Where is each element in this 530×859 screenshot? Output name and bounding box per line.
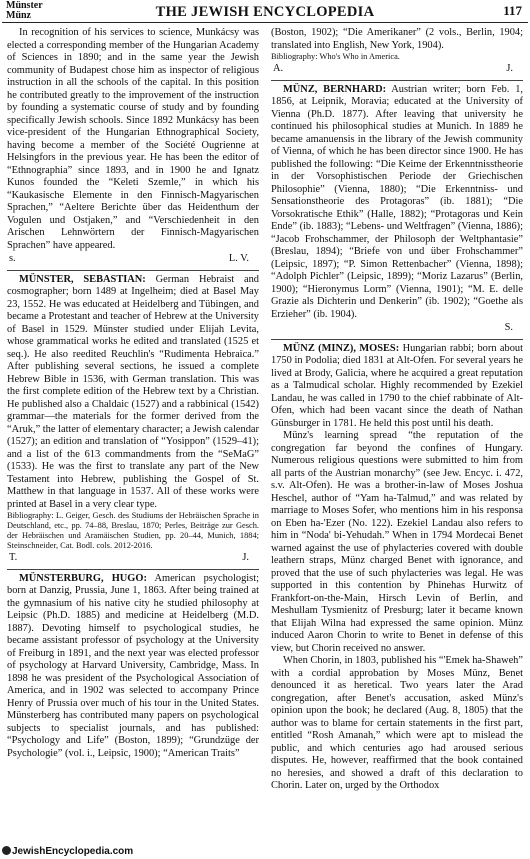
article-heading: MÜNZ (MINZ), MOSES: (283, 342, 400, 354)
right-column (271, 27, 523, 793)
running-head-bottom: Münz (6, 10, 31, 21)
paragraph: Münz's learning spread “the reputation of the congregation far beyond the confines of Hungary. Numerous religious questions were submitted to him from all parts of the Austrian monarchy” (see Jew. Encyc. i. 472, s.v. Alt-Ofen). He was a brother-in-law of Moses Joshua Heschel, author of “Yam ha-Talmud,” and was related by marriage to Moses Sofer, who mentions him in his responsa on Eben ha-'Ezer (No. 122). Ezekiel Landau also refers to him in “Noda' bi-Yehudah.” When in 1794 Mordecai Benet warned against the use of phylacteries covered with double leathern straps, Münz charged Benet with ignorance, and proved that the use of such phylacteries was legal. He was supported in this contention by Phinehas Hurwitz of Frankfort-on-the-Main, Hirsch Levin of Berlin, and Meshullam Tysmienitz of Presburg; later it became known that Elijah Wilna had expressed the same opinion. Münz induced Aaron Chorin to write to Benet in defense of this view, but Chorin received no answer. (271, 430, 523, 654)
bibliography: Bibliography: Who's Who in America. (271, 52, 400, 61)
footer-credit[interactable] (2, 846, 133, 857)
article-divider (7, 270, 259, 271)
copyright-icon (2, 846, 11, 855)
left-column (7, 27, 259, 760)
article-munz-moses: MÜNZ (MINZ), MOSES: Hungarian rabbi; born about 1750 in Podolia; died 1831 at Alt-Ofen. For several years he lived at Brody, Galicia, where he acquired a great reputation as a Talmudical scholar. Highly recommended by Ezekiel Landau, he was called in 1790 to the chief rabbinate of Alt-Ofen, which had been vacant since the death of Nathan Günsburger in 1781. He held this post until his death. (271, 342, 523, 429)
article-heading: MÜNSTERBURG, HUGO: (19, 572, 147, 584)
signature: T. J. (9, 552, 249, 563)
article-divider (7, 569, 259, 570)
header-rule (2, 22, 528, 23)
page-number: 117 (503, 3, 522, 18)
article-munsterberg: MÜNSTERBURG, HUGO: American psychologist; born at Danzig, Prussia, June 1, 1863. After being trained at the gymnasium of his native city he studied philosophy at Leipsic (Ph.D. 1885) and medicine at Heidelberg (M.D. 1887). Devoting himself to psychological studies, he became assistant professor of psychology at the University of Freiburg in 1891, and the next year was elected professor of psychology at Harvard University, Cambridge, Mass. In 1898 he was president of the Psychological Association of America, and in 1902 was selected to accompany Prince Henry of Prussia over much of his tour in the United States. Münsterberg has contributed many papers on psychological subjects to specialist journals, and has published: “Psychology and Life” (Boston, 1899); “Grundzüge der Psychologie” (vol. i., Leipsic, 1900); “American Traits” (7, 572, 259, 759)
article-heading: MÜNSTER, SEBASTIAN: (19, 273, 146, 285)
article-heading: MÜNZ, BERNHARD: (283, 83, 387, 95)
bibliography: Bibliography: L. Geiger, Gesch. des Studiums der Hebräischen Sprache in Deutschland, etc., pp. 74–88, Breslau, 1870; Perles, Beiträge zur Gesch. der Hebräischen und Aramäischen Studien, pp. 20–44, Munich, 1884; Steinschneider, Cat. Bodl. cols. 2012-2016. (7, 511, 259, 550)
article-munz-bernhard: MÜNZ, BERNHARD: Austrian writer; born Feb. 1, 1856, at Leipnik, Moravia; educated at the University of Vienna (Ph.D. 1877). After leaving that university he continued his philosophical studies at Munich. In 1889 he became amanuensis in the library of the Jewish community of Vienna, of which he has been director since 1900. He has published the following: “Die Keime der Erkenntnisstheorie in der Vorsophistischen Periode der Griechischen Philosophie” (Vienna, 1880); “Die Erkenntniss- und Sensationstheorie des Protagoras” (ib. 1881); “Die Vorsokratische Ethik” (Halle, 1882); “Protagoras und Kein Ende” (ib. 1883); “Lebens- und Weltfragen” (Vienna, 1886); “Jacob Frohschammer, der Philosoph der Weltphantasie” (Breslau, 1894); “Briefe von und über Frohschammer” (Leipsic, 1897); “P. Simon Rettenbacher” (Vienna, 1898); “Adolph Pichler” (Leipsic, 1899); “Moriz Lazarus” (Berlin, 1900); “Hieronymus Lorm” (Vienna, 1901); “M. E. delle Grazie als Dichterin und Denkerin” (ib. 1902); “Goethe als Erzieher” (ib. 1904). (271, 83, 523, 320)
footer-site: JewishEncyclopedia.com (12, 846, 134, 857)
signature: s. L. V. (9, 253, 249, 264)
page-title: THE JEWISH ENCYCLOPEDIA (155, 4, 375, 20)
running-head-top: Münster (6, 0, 43, 11)
page-header (2, 0, 528, 24)
article-munster: MÜNSTER, SEBASTIAN: German Hebraist and cosmographer; born 1489 at Ingelheim; died at Basel May 23, 1552. He was educated at Heidelberg and Tübingen, and became a Protestant and teacher of Hebrew at the University of Basel in 1529. Münster studied under Elijah Levita, whose grammatical works he edited and translated (1525 et seq.). He also reedited Reuchlin's “Rudimenta Hebraica.” After publishing several sections, he issued a complete Hebrew Bible in 1536, with German translation. This was the first complete edition of the Hebrew text by a Christian. He published also a Chaldaic (1527) and a rabbinical (1542) grammar—the materials for the former derived from the “Aruk,” the latter of elementary character; a Jewish calendar (1527); an edition and translation of “Yosippon” (1529–41); and a list of the 613 commandments from the “SeMaG” (1533). He was the first to translate any part of the New Testament into Hebrew, publishing the Gospel of St. Matthew in that language in 1537. All of these works were printed at Basel in a very clear type. (7, 273, 259, 510)
paragraph: (Boston, 1902); “Die Amerikaner” (2 vols., Berlin, 1904; translated into English, New York, 1904). (271, 27, 523, 51)
paragraph: In recognition of his services to science, Munkácsy was elected a corresponding member of the Hungarian Academy of Sciences in 1890; and in the same year the Jewish community of Budapest chose him as inspector of religious instruction in all the schools of the capital. In this position he contributed greatly to the improvement of the instruction by founding a systematic course of study and by founding specifically Jewish schools. Since 1892 Munkácsy has been vice-president of the Hungarian Ethnographical Society, having become a member of the Société Ougrienne at Helsingfors in the previous year. He has been the editor of “Ethnographia” since 1893, and in 1900 he and Ignatz Kunos founded the “Keleti Szemle,” in which his “Kaukasische Elemente in den Finnisch-Magyarischen Sprachen,” “Aeltere Berichte über das Heidenthum der Vogulen und Ostjaken,” and “Verschiedenheit in den Arischen Lehnwörtern der Finnisch-Magyarischen Sprachen” have appeared. (7, 27, 259, 251)
signature: A. J. (273, 63, 513, 74)
signature: S. (504, 322, 513, 333)
article-divider (271, 339, 523, 340)
paragraph: When Chorin, in 1803, published his “'Emek ha-Shaweh” with a cordial approbation by Moses Münz, Benet denounced it as heretical. Two years later the Arad congregation, after Benet's accusation, asked Münz's opinion upon the book; he declared (Aug. 8, 1805) that the author was to blame for certain statements in the first part, entitled “Rosh Amanah,” which were apt to mislead the public, and which centuries ago had aroused serious disputes. He, however, reaffirmed that the book contained no heresies, and showed a draft of this declaration to Chorin. Later on, urged by the Orthodox (271, 655, 523, 791)
article-divider (271, 80, 523, 81)
